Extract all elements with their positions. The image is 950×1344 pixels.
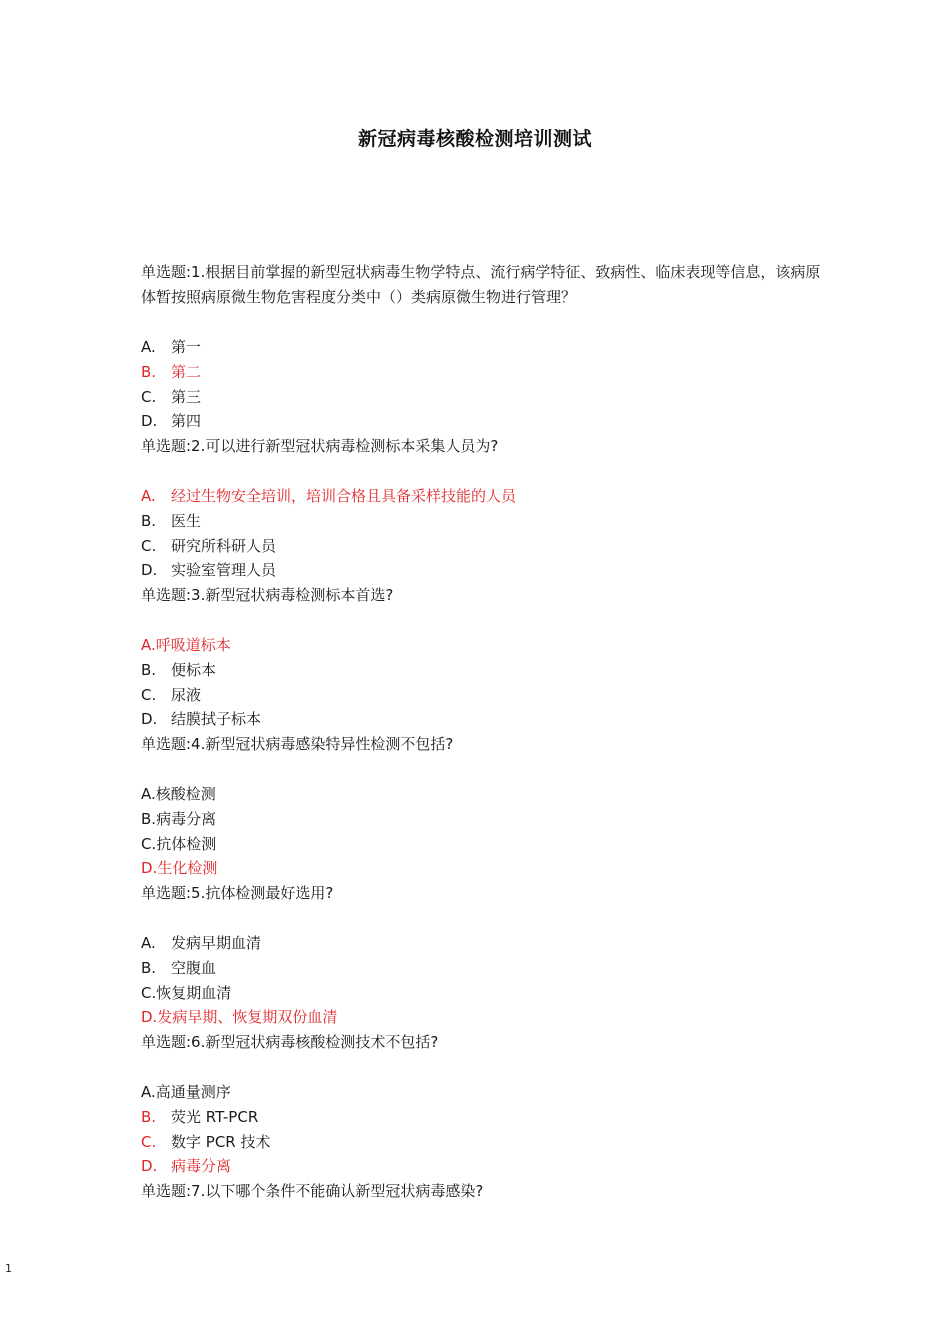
question-2-option-b: B. 医生: [141, 511, 202, 530]
question-5-option-a: A. 发病早期血清: [141, 933, 262, 952]
question-5-option-c: C.恢复期血清: [141, 983, 232, 1002]
question-5-option-d: D.发病早期、恢复期双份血清: [141, 1008, 338, 1027]
question-2-option-a: A. 经过生物安全培训，培训合格且具备采样技能的人员: [141, 486, 517, 505]
document-title: 新冠病毒核酸检测培训测试: [357, 128, 592, 150]
question-4-option-d: D.生化检测: [141, 859, 218, 878]
question-3-option-b: B. 便标本: [141, 660, 217, 679]
question-1-text: 单选题:1.根据目前掌握的新型冠状病毒生物学特点、流行病学特征、致病性、临床表现等信息，该病原体暂按照病原微生物危害程度分类中（）类病原微生物进行管理？: [141, 263, 821, 306]
question-1-option-c: C. 第三: [141, 387, 202, 406]
question-4-option-a: A.核酸检测: [141, 784, 216, 803]
question-3-option-a: A.呼吸道标本: [141, 635, 231, 654]
question-1-option-b: B. 第二: [141, 362, 202, 381]
question-2-text: 单选题:2.可以进行新型冠状病毒检测标本采集人员为?: [141, 437, 499, 456]
question-6-option-d: D. 病毒分离: [141, 1157, 232, 1176]
question-1-option-a: A. 第一: [141, 338, 202, 356]
question-6-text: 单选题:6.新型冠状病毒核酸检测技术不包括?: [141, 1033, 439, 1052]
question-3-text: 单选题:3.新型冠状病毒检测标本首选?: [141, 586, 394, 605]
question-7-text: 单选题:7.以下哪个条件不能确认新型冠状病毒感染?: [141, 1182, 484, 1201]
question-6-option-c: C. 数字 PCR 技术: [141, 1132, 271, 1151]
question-3-option-c: C. 尿液: [141, 685, 202, 704]
question-6-option-b: B. 荧光 RT-PCR: [141, 1107, 259, 1126]
question-6-option-a: A.高通量测序: [141, 1082, 231, 1101]
question-4-option-c: C.抗体检测: [141, 834, 217, 853]
question-3-option-d: D. 结膜拭子标本: [141, 710, 262, 729]
question-5-option-b: B. 空腹血: [141, 958, 217, 977]
question-list: [141, 260, 821, 1204]
question-4-option-b: B.病毒分离: [141, 809, 217, 828]
question-4-text: 单选题:4.新型冠状病毒感染特异性检测不包括?: [141, 735, 454, 754]
question-1-option-d: D. 第四: [141, 412, 202, 431]
question-5-text: 单选题:5.抗体检测最好选用?: [141, 884, 334, 903]
question-2-option-d: D. 实验室管理人员: [141, 561, 277, 580]
question-2-option-c: C. 研究所科研人员: [141, 536, 277, 555]
page-number: 1: [5, 1262, 12, 1275]
